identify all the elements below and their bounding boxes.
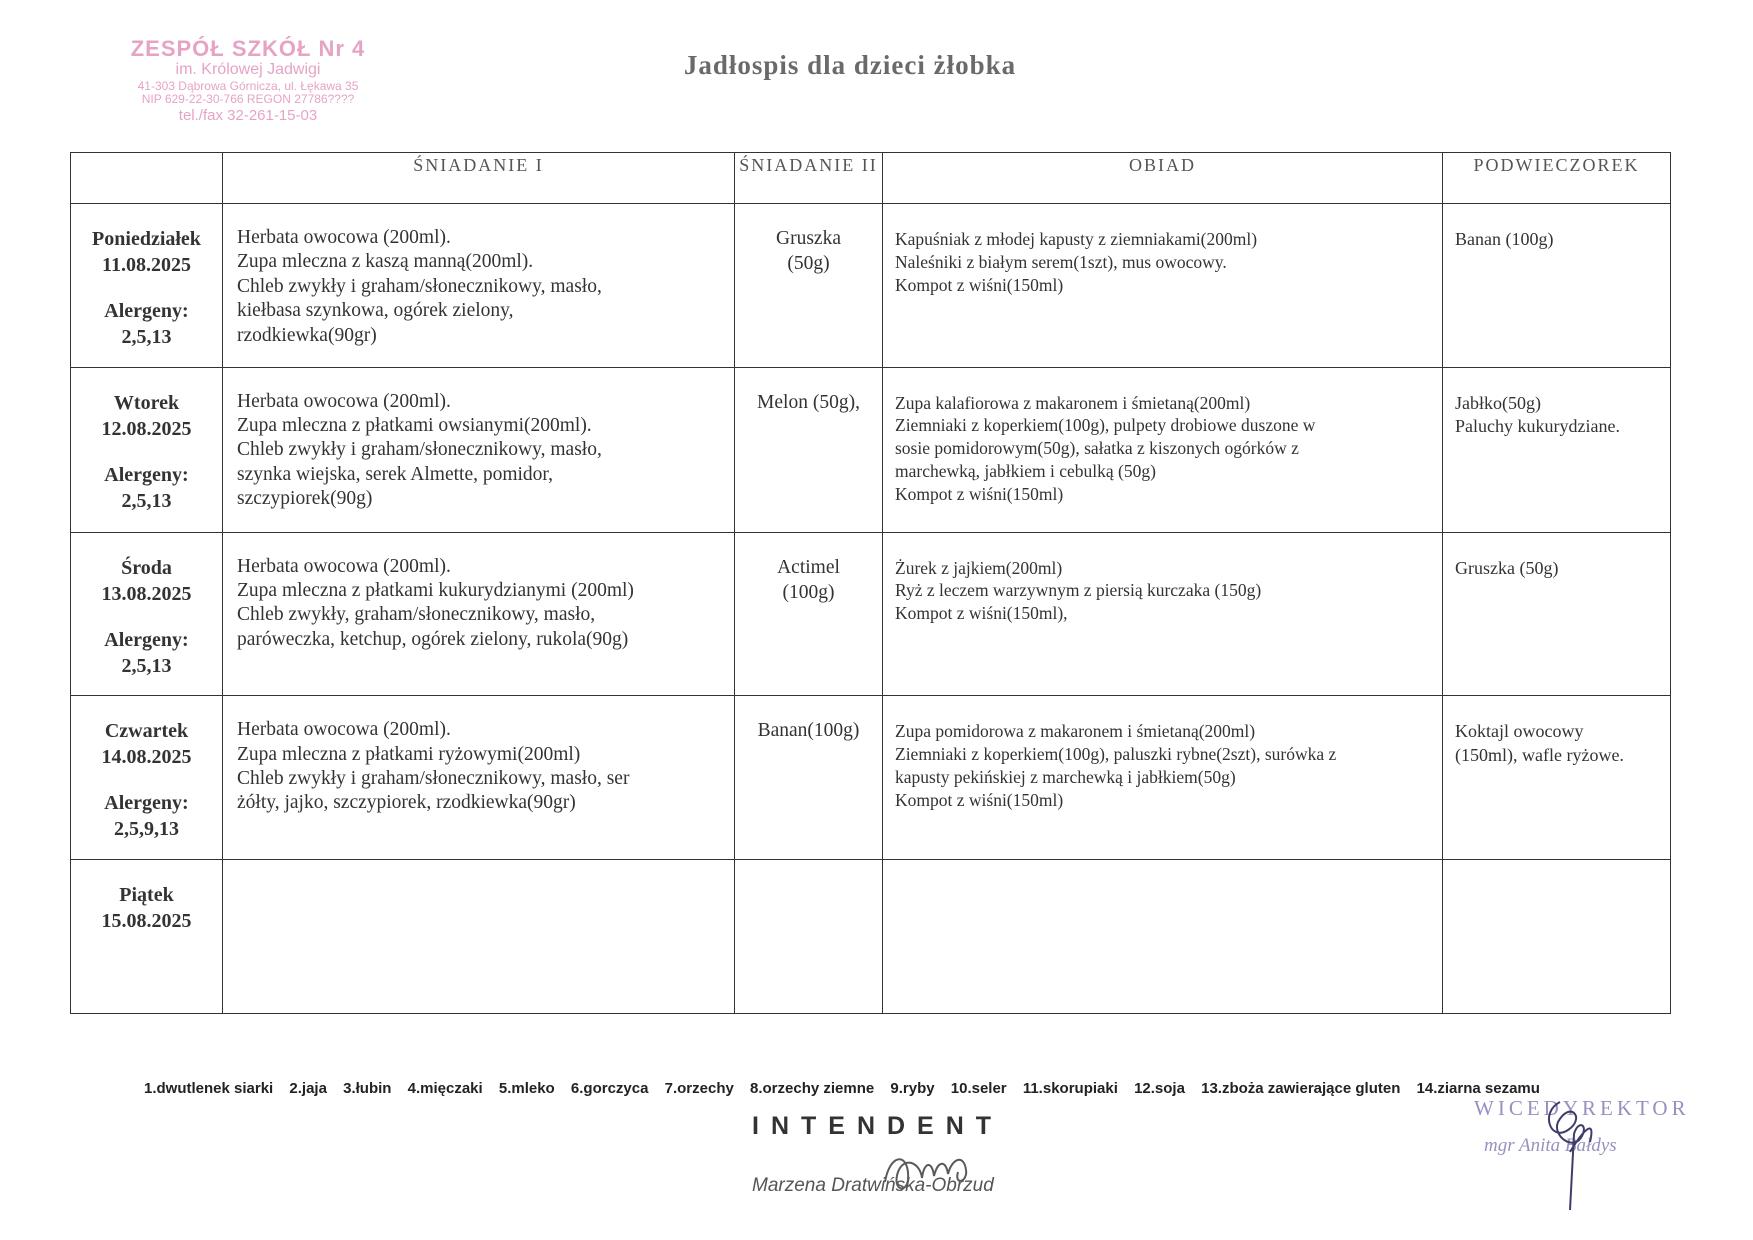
header-breakfast-2: ŚNIADANIE II [735,153,883,204]
allergens-label: Alergeny: [104,300,189,322]
day-name: Poniedziałek [92,228,201,250]
school-stamp [118,36,378,125]
allergen-legend [144,1076,1564,1102]
menu-line: kapusty pekińskiej z marchewką i jabłkiem(50g) [895,766,1236,787]
day-date: 14.08.2025 [101,746,192,769]
director-role: WICEDYREKTOR [1474,1096,1690,1120]
allergens-block [75,627,218,679]
lunch-cell [883,204,1443,368]
menu-line: Kompot z wiśni(150ml), [895,603,1068,624]
menu-line: Actimel [777,556,840,578]
day-name: Piątek [119,884,174,907]
menu-line: Ziemniaki z koperkiem(100g), paluszki rybne(2szt), surówka z [895,744,1337,765]
day-cell [71,204,223,368]
stamp-line-1: ZESPÓŁ SZKÓŁ Nr 4 [130,36,366,61]
menu-line: (100g) [782,581,835,603]
afternoon-snack-cell [1443,367,1671,532]
header-lunch: OBIAD [883,153,1443,204]
allergens-block [75,790,218,842]
menu-line: Chleb zwykły i graham/słonecznikowy, masło, [237,439,602,461]
menu-line: Koktajl owocowy [1455,721,1584,742]
menu-line: paróweczka, ketchup, ogórek zielony, rukola(90g) [237,628,629,650]
afternoon-snack-cell [1443,532,1671,696]
menu-line: Chleb zwykły i graham/słonecznikowy, masło, ser [237,768,630,790]
menu-line: Kompot z wiśni(150ml) [895,274,1064,295]
stamp-line-2: im. Królowej Jadwigi [175,61,321,79]
legend-item: 5.mleko [498,1080,555,1097]
legend-item: 14.ziarna sezamu [1416,1080,1540,1097]
day-cell [71,696,223,860]
lunch-cell [883,367,1443,532]
allergens-codes: 2,5,13 [121,326,172,348]
legend-item: 1.dwutlenek siarki [144,1080,274,1097]
stamp-line-5: tel./fax 32-261-15-03 [178,107,318,125]
menu-line: Żurek z jajkiem(200ml) [895,557,1063,578]
menu-table [70,152,1671,1014]
menu-line: Chleb zwykły, graham/słonecznikowy, masło, [237,604,596,626]
allergens-label: Alergeny: [104,463,189,486]
header-afternoon-snack: PODWIECZOREK [1443,153,1671,204]
menu-line: Kapuśniak z młodej kapusty z ziemniakami(200ml) [895,229,1258,249]
breakfast-2-cell [735,696,883,860]
menu-line: Gruszka (50g) [1455,557,1559,578]
table-row [71,860,1671,1014]
menu-line: Paluchy kukurydziane. [1455,416,1620,437]
allergens-block [75,298,218,350]
menu-line: Zupa mleczna z kaszą manną(200ml). [237,251,534,273]
table-row [71,696,1671,860]
breakfast-1-cell [223,860,735,1014]
legend-item: 3.łubin [343,1080,392,1097]
afternoon-snack-cell [1443,860,1671,1014]
menu-line: kiełbasa szynkowa, ogórek zielony, [237,300,514,322]
menu-line: Melon (50g), [757,391,860,413]
director-signature-icon [1530,1092,1610,1212]
menu-line: Herbata owocowa (200ml). [237,390,451,412]
director-name: mgr Anita Bałdys [1484,1135,1617,1156]
day-name: Środa [121,556,172,579]
header-breakfast-1: ŚNIADANIE I [223,153,735,204]
allergens-label: Alergeny: [104,792,189,815]
menu-line: Kompot z wiśni(150ml) [895,483,1064,504]
legend-item: 2.jaja [289,1080,327,1097]
menu-line: sosie pomidorowym(50g), sałatka z kiszonych ogórków z [895,438,1299,459]
lunch-cell [883,696,1443,860]
breakfast-1-cell [223,204,735,368]
table-row [71,532,1671,696]
legend-item: 11.skorupiaki [1022,1080,1118,1097]
day-date: 15.08.2025 [101,910,192,933]
allergens-codes: 2,5,13 [121,654,172,677]
menu-body [71,204,1671,1014]
intendent-role: INTENDENT [752,1112,1004,1140]
day-date: 12.08.2025 [101,417,192,440]
day-cell [71,367,223,532]
menu-line: Zupa mleczna z płatkami owsianymi(200ml). [237,415,592,437]
menu-line: Zupa kalafiorowa z makaronem i śmietaną(200ml) [895,392,1251,413]
breakfast-2-cell [735,860,883,1014]
lunch-cell [883,532,1443,696]
legend-item: 10.seler [950,1080,1007,1097]
table-row [71,204,1671,368]
menu-line: Ziemniaki z koperkiem(100g), pulpety drobiowe duszone w [895,415,1316,436]
menu-line: marchewką, jabłkiem i cebulką (50g) [895,460,1156,481]
menu-line: Zupa mleczna z płatkami ryżowymi(200ml) [237,743,581,765]
legend-item: 8.orzechy ziemne [750,1080,875,1097]
menu-line: rzodkiewka(90gr) [237,324,377,346]
stamp-line-3: 41-303 Dąbrowa Górnicza, ul. Łękawa 35 [137,78,359,93]
menu-line: szczypiorek(90g) [237,488,373,510]
allergens-label: Alergeny: [104,628,189,651]
header-day [71,153,223,204]
breakfast-1-cell [223,367,735,532]
allergens-block [75,462,218,514]
menu-line: Chleb zwykły i graham/słonecznikowy, masło, [237,275,602,297]
afternoon-snack-cell [1443,696,1671,860]
menu-line: (50g) [787,253,830,275]
day-name: Wtorek [113,391,180,414]
breakfast-2-cell [735,532,883,696]
menu-line: Kompot z wiśni(150ml) [895,789,1064,810]
allergens-codes: 2,5,13 [121,489,172,512]
menu-line: Jabłko(50g) [1455,392,1541,413]
menu-line: Zupa pomidorowa z makaronem i śmietaną(200ml) [895,721,1256,742]
intendent-name: Marzena Dratwińska-Obrzud [752,1175,994,1196]
menu-line: Naleśniki z białym serem(1szt), mus owocowy. [895,251,1227,272]
menu-line: Herbata owocowa (200ml). [237,227,451,248]
document-title: Jadłospis dla dzieci żłobka [683,50,1017,80]
breakfast-1-cell [223,696,735,860]
legend-item: 9.ryby [890,1080,935,1097]
menu-line: Banan(100g) [757,720,860,742]
menu-line: Zupa mleczna z płatkami kukurydzianymi (200ml) [237,579,634,601]
legend-item: 12.soja [1134,1080,1185,1097]
menu-line: Herbata owocowa (200ml). [237,555,451,577]
breakfast-1-cell [223,532,735,696]
day-date: 11.08.2025 [102,254,191,276]
legend-item: 13.zboża zawierające gluten [1201,1080,1401,1097]
breakfast-2-cell [735,204,883,368]
menu-line: Herbata owocowa (200ml). [237,719,451,741]
menu-line: (150ml), wafle ryżowe. [1455,744,1624,765]
allergens-codes: 2,5,9,13 [114,818,179,841]
day-cell [71,532,223,696]
menu-line: Gruszka [776,228,841,249]
afternoon-snack-cell [1443,204,1671,368]
intendent-signature-icon [880,1142,990,1202]
lunch-cell [883,860,1443,1014]
legend-item: 6.gorczyca [570,1080,649,1097]
day-cell [71,860,223,1014]
header-row [71,153,1671,204]
legend-item: 4.mięczaki [407,1080,483,1097]
menu-line: żółty, jajko, szczypiorek, rzodkiewka(90gr) [237,792,576,814]
day-name: Czwartek [104,720,189,743]
menu-line: Banan (100g) [1455,229,1554,249]
menu-line: szynka wiejska, serek Almette, pomidor, [237,463,554,485]
stamp-line-4: NIP 629-22-30-766 REGON 27786???? [141,92,355,107]
breakfast-2-cell [735,367,883,532]
day-date: 13.08.2025 [101,582,192,605]
menu-line: Ryż z leczem warzywnym z piersią kurczaka (150g) [895,580,1262,601]
table-row [71,367,1671,532]
legend-item: 7.orzechy [664,1080,734,1097]
